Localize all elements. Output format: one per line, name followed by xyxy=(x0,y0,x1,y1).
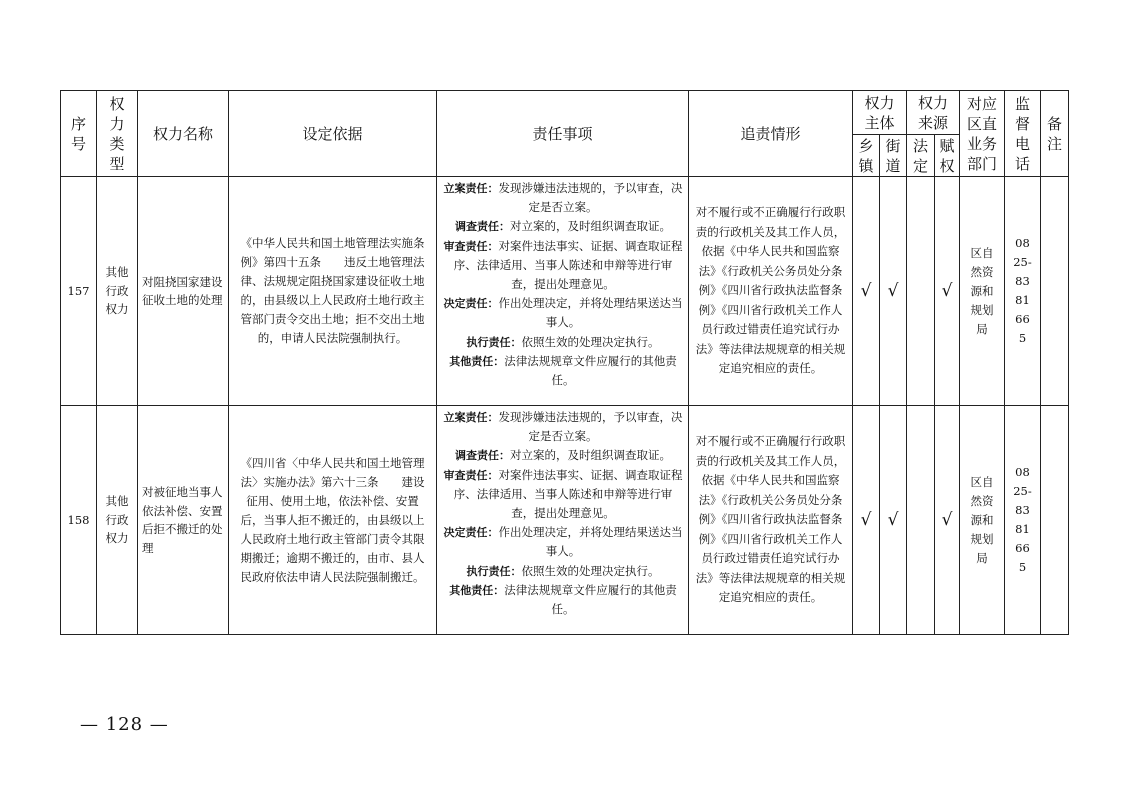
row-power-type: 其他行政权力 xyxy=(97,177,138,406)
header-remarks: 备注 xyxy=(1041,91,1069,177)
header-duties: 责任事项 xyxy=(437,91,689,177)
duty-item: 执行责任：依照生效的处理决定执行。 xyxy=(466,563,660,578)
row-duties xyxy=(437,177,689,406)
row-duties xyxy=(437,406,689,635)
duty-item: 决定责任：作出处理决定，并将处理结果送达当事人。 xyxy=(443,525,683,559)
duty-item: 审查责任：对案件违法事实、证据、调查取证程序、法律适用、当事人陈述和申辩等进行审查，提出处理意见。 xyxy=(443,238,683,292)
row-phone: 0825-8381665 xyxy=(1005,406,1041,635)
header-dept: 对应区直业务部门 xyxy=(960,91,1005,177)
row-township-check: √ xyxy=(853,406,880,635)
table-row xyxy=(61,177,1069,406)
duty-item: 立案责任：发现涉嫌违法违规的，予以审查，决定是否立案。 xyxy=(443,181,683,215)
power-list-table xyxy=(60,90,1069,635)
header-subject-group: 权力主体 xyxy=(853,91,907,135)
duty-item: 审查责任：对案件违法事实、证据、调查取证程序、法律适用、当事人陈述和申辩等进行审查，提出处理意见。 xyxy=(443,467,683,521)
row-township-check: √ xyxy=(853,177,880,406)
row-seq: 157 xyxy=(61,177,97,406)
row-remarks xyxy=(1041,177,1069,406)
table-row xyxy=(61,406,1069,635)
row-dept: 区自然资源和规划局 xyxy=(960,406,1005,635)
duty-item: 调查责任：对立案的，及时组织调查取证。 xyxy=(455,448,671,463)
row-power-name: 对被征地当事人依法补偿、安置后拒不搬迁的处理 xyxy=(138,406,229,635)
duty-item: 其他责任：法律法规规章文件应履行的其他责任。 xyxy=(449,582,677,617)
row-accountability: 对不履行或不正确履行行政职责的行政机关及其工作人员，依据《中华人民共和国监察法》《行政机关公务员处分条例》《四川省行政执法监督条例》《四川省行政机关工作人员行政过错责任追究试行办法》等法律法规规章的相关规定追究相应的责任。 xyxy=(689,406,853,635)
duty-item: 其他责任：法律法规规章文件应履行的其他责任。 xyxy=(449,353,677,388)
row-statutory-check xyxy=(907,177,935,406)
row-power-type: 其他行政权力 xyxy=(97,406,138,635)
row-subdistrict-check: √ xyxy=(880,177,907,406)
duty-item: 调查责任：对立案的，及时组织调查取证。 xyxy=(455,219,671,234)
row-delegated-check: √ xyxy=(935,406,960,635)
row-seq: 158 xyxy=(61,406,97,635)
row-accountability: 对不履行或不正确履行行政职责的行政机关及其工作人员，依据《中华人民共和国监察法》《行政机关公务员处分条例》《四川省行政执法监督条例》《四川省行政机关工作人员行政过错责任追究试行办法》等法律法规规章的相关规定追究相应的责任。 xyxy=(689,177,853,406)
row-remarks xyxy=(1041,406,1069,635)
header-source-group: 权力来源 xyxy=(907,91,960,135)
header-seq: 序号 xyxy=(61,91,97,177)
row-delegated-check: √ xyxy=(935,177,960,406)
header-power-name: 权力名称 xyxy=(138,91,229,177)
duty-item: 立案责任：发现涉嫌违法违规的，予以审查，决定是否立案。 xyxy=(443,410,683,444)
row-subdistrict-check: √ xyxy=(880,406,907,635)
row-basis: 《中华人民共和国土地管理法实施条例》第四十五条 违反土地管理法律、法规规定阻挠国家建设征收土地的，由县级以上人民政府土地行政主管部门责令交出土地；拒不交出土地的，申请人民法院强制执行。 xyxy=(229,177,437,406)
header-basis: 设定依据 xyxy=(229,91,437,177)
duty-item: 执行责任：依照生效的处理决定执行。 xyxy=(466,334,660,349)
row-statutory-check xyxy=(907,406,935,635)
page-number: — 128 — xyxy=(80,714,169,735)
header-phone: 监督电话 xyxy=(1005,91,1041,177)
header-accountability: 追责情形 xyxy=(689,91,853,177)
header-power-type: 权力类型 xyxy=(97,91,138,177)
header-statutory: 法定 xyxy=(907,135,935,177)
row-power-name: 对阻挠国家建设征收土地的处理 xyxy=(138,177,229,406)
header-delegated: 赋权 xyxy=(935,135,960,177)
row-dept: 区自然资源和规划局 xyxy=(960,177,1005,406)
header-township: 乡镇 xyxy=(853,135,880,177)
header-subdistrict: 街道 xyxy=(880,135,907,177)
duty-item: 决定责任：作出处理决定，并将处理结果送达当事人。 xyxy=(443,296,683,330)
row-basis: 《四川省〈中华人民共和国土地管理法〉实施办法》第六十三条 建设征用、使用土地，依法补偿、安置后，当事人拒不搬迁的，由县级以上人民政府土地行政主管部门责令其限期搬迁；逾期不搬迁的，由市、县人民政府依法申请人民法院强制搬迁。 xyxy=(229,406,437,635)
row-phone: 0825-8381665 xyxy=(1005,177,1041,406)
